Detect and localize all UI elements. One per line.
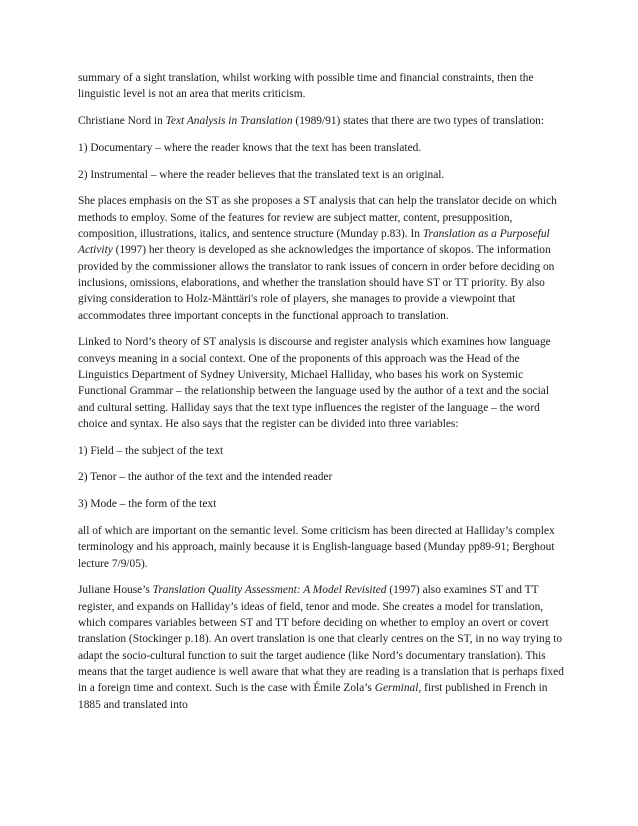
paragraph-house-text-a: Juliane House’s — [78, 584, 153, 597]
list-item-tenor: 2) Tenor – the author of the text and the intended reader — [78, 471, 333, 484]
paragraph-nord-intro-text-a: Christiane Nord in — [78, 115, 166, 128]
book-title-purposeful-activity: Translation as a Purposeful Activity — [78, 228, 550, 257]
document-body — [78, 70, 564, 723]
paragraph-st-analysis-text-b: (1997) her theory is developed as she acknowledges the importance of skopos. The information provided by the commissioner allows the translator to rank issues of concern in order before deciding on inclusions, omissions, elaborations, and whether the translation should have ST or TT priority. By also giving consideration to Holz-Mänttäri's role of players, she manages to provide a viewpoint that accommodates three important concepts in the functional approach to translation. — [78, 244, 555, 322]
paragraph-sight-translation: summary of a sight translation, whilst working with possible time and financial constraints, then the linguistic level is not an area that merits criticism. — [78, 72, 534, 101]
paragraph-st-analysis — [78, 193, 564, 323]
book-title-quality-assessment: Translation Quality Assessment: A Model Revisited — [152, 584, 387, 597]
list-item-documentary: 1) Documentary – where the reader knows that the text has been translated. — [78, 141, 422, 154]
paragraph-house — [78, 582, 564, 712]
paragraph-house-text-b: (1997) also examines ST and TT register, and expands on Halliday’s ideas of field, tenor and mode. She creates a model for translation, which compares variables between ST and TT before deciding on whether to employ an overt or covert translation (Stockinger p.18). An overt translation is one that clearly centres on the ST, in no way trying to adapt the socio-cultural function to suit the target audience (like Nord’s documentary translation). This means that the target audience is well aware that what they are reading is a translation that is perhaps fixed in a foreign time and context. Such is the case with Émile Zola’s — [78, 584, 564, 695]
book-title-text-analysis: Text Analysis in Translation — [165, 115, 293, 128]
paragraph-nord-intro-text-b: (1989/91) states that there are two types of translation: — [292, 115, 545, 128]
paragraph-semantic-level: all of which are important on the semantic level. Some criticism has been directed at Halliday’s complex terminology and his approach, mainly because it is English-language based (Munday pp89-91; Berghout lecture 7/9/05). — [78, 525, 555, 570]
list-item-instrumental: 2) Instrumental – where the reader believes that the translated text is an original. — [78, 168, 445, 181]
book-title-germinal: Germinal — [374, 682, 419, 695]
paragraph-house-text-c: , first published in French in 1885 and translated into — [78, 682, 548, 711]
paragraph-halliday: Linked to Nord’s theory of ST analysis is discourse and register analysis which examines how language conveys meaning in a social context. One of the proponents of this approach was the Head of the Linguistics Department of Sydney University, Michael Halliday, who bases his work on Systemic Functional Grammar – the relationship between the language used by the author of a text and the social and cultural setting. Halliday says that the text type influences the register of the language – the word choice and syntax. He also says that the register can be divided into three variables: — [78, 336, 551, 430]
list-item-mode: 3) Mode – the form of the text — [78, 498, 217, 511]
paragraph-nord-intro — [78, 113, 564, 129]
paragraph-st-analysis-text-a: She places emphasis on the ST as she proposes a ST analysis that can help the translator decide on which methods to employ. Some of the features for review are subject matter, content, presupposition, composition, illustrations, italics, and sentence structure (Munday p.83). In — [78, 195, 557, 241]
list-item-field: 1) Field – the subject of the text — [78, 444, 224, 457]
